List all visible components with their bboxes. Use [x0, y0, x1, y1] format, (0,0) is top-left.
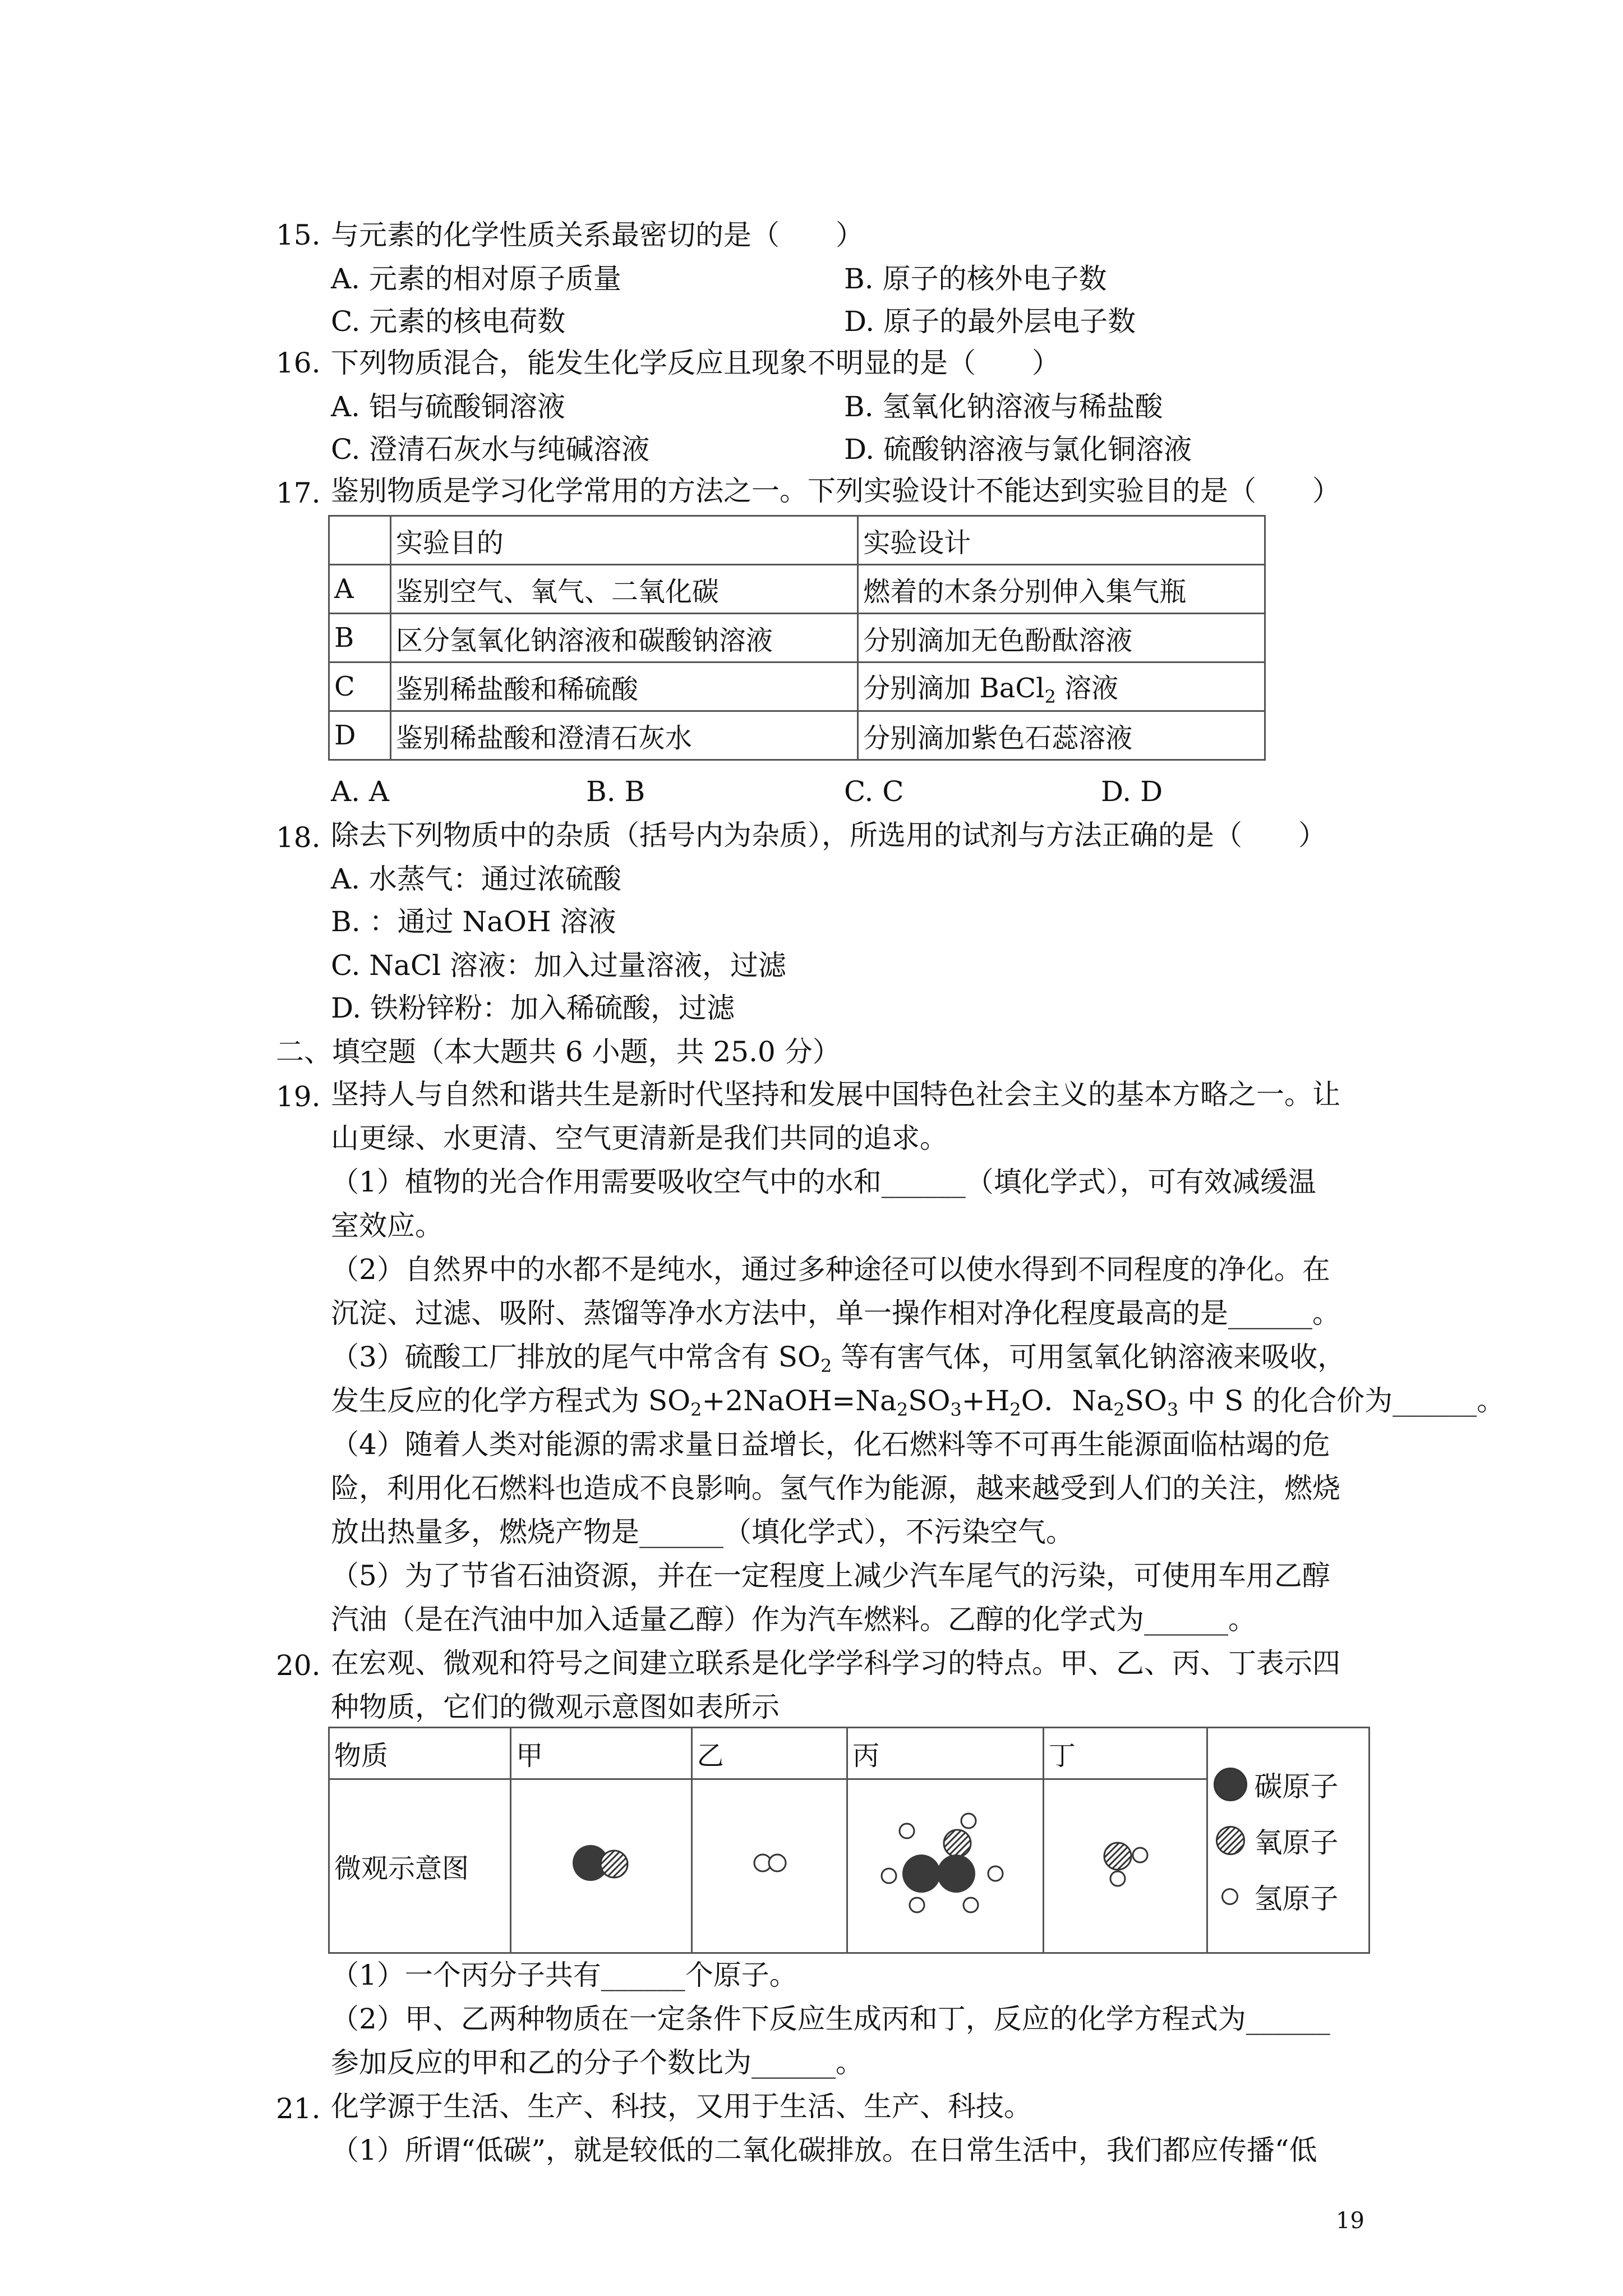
q15-option-c: C. 元素的核电荷数: [331, 305, 566, 338]
q19-line: 山更绿、水更清、空气更清新是我们共同的追求。: [331, 1122, 948, 1154]
text: O．Na: [1021, 1384, 1114, 1417]
design-text: 溶液: [1055, 672, 1119, 704]
text: SO: [1124, 1384, 1167, 1417]
header-substance: 物质: [329, 1728, 511, 1779]
subscript: 2: [1113, 1399, 1125, 1420]
q18-option-a: A. 水蒸气：通过浓硫酸: [331, 863, 621, 895]
q16-stem: 下列物质混合，能发生化学反应且现象不明显的是（ ）: [331, 347, 1060, 379]
q19-part4: （4）随着人类对能源的需求量日益增长，化石燃料等不可再生能源面临枯竭的危: [331, 1428, 1330, 1461]
q19-number: 19.: [276, 1080, 321, 1113]
q21-line: 化学源于生活、生产、科技，又用于生活、生产、科技。: [331, 2090, 1032, 2123]
q20-line: 种物质，它们的微观示意图如表所示: [331, 1691, 780, 1723]
row-design: 分别滴加紫色石蕊溶液: [858, 711, 1265, 760]
text: SO: [908, 1384, 951, 1417]
q17-option-a: A. A: [331, 775, 390, 808]
subscript: 3: [950, 1399, 962, 1420]
q21-number: 21.: [276, 2092, 321, 2125]
q18-number: 18.: [276, 821, 321, 854]
table-header-row: [329, 516, 1265, 565]
legend-carbon: [1214, 1756, 1364, 1812]
header-yi: 乙: [691, 1728, 847, 1779]
row-goal: 鉴别空气、氧气、二氧化碳: [390, 565, 857, 614]
legend-oxygen: [1214, 1812, 1364, 1869]
legend-hydrogen: [1214, 1869, 1364, 1925]
page-number: 19: [1336, 2208, 1364, 2234]
hydrogen-atom-icon: [1221, 1888, 1238, 1905]
q17-option-d: D. D: [1101, 775, 1163, 808]
table-row: [329, 565, 1265, 614]
q16-option-a: A. 铝与硫酸铜溶液: [331, 390, 565, 423]
row-goal: 区分氢氧化钠溶液和碳酸钠溶液: [390, 614, 857, 662]
subscript: 2: [820, 1355, 832, 1377]
header-bing: 丙: [847, 1728, 1044, 1779]
molecule-bing-cell: [847, 1779, 1044, 1953]
q15-stem: 与元素的化学性质关系最密切的是（ ）: [331, 219, 864, 251]
water-molecule-icon: [1086, 1824, 1165, 1902]
text: +H: [961, 1384, 1010, 1417]
q19-part3: [331, 1337, 1345, 1386]
q19-part1: （1）植物的光合作用需要吸收空气中的水和______（填化学式），可有效减缓温: [331, 1166, 1316, 1198]
q20-number: 20.: [276, 1649, 321, 1682]
q17-number: 17.: [276, 477, 321, 509]
text: 等有害气体，可用氢氧化钠溶液来吸收，: [832, 1341, 1346, 1373]
q16-option-b: B. 氢氧化钠溶液与稀盐酸: [844, 390, 1163, 423]
molecule-jia-cell: [511, 1779, 691, 1953]
row-label: 微观示意图: [329, 1779, 511, 1953]
q20-part2: （2）甲、乙两种物质在一定条件下反应生成丙和丁，反应的化学方程式为______: [331, 2003, 1330, 2035]
q20-part2-cont: 参加反应的甲和乙的分子个数比为______。: [331, 2046, 864, 2079]
header-design: 实验设计: [858, 516, 1265, 565]
experiment-table: [328, 515, 1266, 761]
table-cell: [329, 516, 391, 565]
q19-part2: （2）自然界中的水都不是纯水，通过多种途径可以使水得到不同程度的净化。在: [331, 1253, 1330, 1286]
q19-part4-cont: 险，利用化石燃料也造成不良影响。氢气作为能源，越来越受到人们的关注，燃烧: [331, 1472, 1340, 1504]
q19-part3-equation: [331, 1381, 1505, 1429]
row-label: A: [329, 565, 391, 614]
q16-option-c: C. 澄清石灰水与纯碱溶液: [331, 433, 650, 466]
q19-part5: （5）为了节省石油资源，并在一定程度上减少汽车尾气的污染，可使用车用乙醇: [331, 1559, 1330, 1592]
carbon-monoxide-molecule-icon: [559, 1835, 643, 1891]
q17-option-b: B. B: [586, 775, 645, 808]
molecule-ding-cell: [1043, 1779, 1207, 1953]
subscript: 2: [690, 1399, 702, 1420]
table-row: [329, 711, 1265, 760]
ethanol-molecule-icon: [872, 1804, 1018, 1922]
row-label: C: [329, 662, 391, 711]
q18-option-d: D. 铁粉锌粉：加入稀硫酸，过滤: [331, 992, 735, 1024]
legend-hydrogen-label: 氢原子: [1254, 1882, 1339, 1915]
q20-part1: （1）一个丙分子共有______个原子。: [331, 1959, 797, 1991]
q17-stem: 鉴别物质是学习化学常用的方法之一。下列实验设计不能达到实验目的是（ ）: [331, 475, 1340, 507]
q16-number: 16.: [276, 347, 321, 379]
table-row: [329, 662, 1265, 711]
q15-option-b: B. 原子的核外电子数: [844, 263, 1107, 295]
row-design: [858, 662, 1265, 711]
row-label: B: [329, 614, 391, 662]
text: 发生反应的化学方程式为 SO: [331, 1384, 691, 1417]
q15-option-d: D. 原子的最外层电子数: [844, 305, 1136, 338]
q15-option-a: A. 元素的相对原子质量: [331, 263, 621, 295]
legend-carbon-label: 碳原子: [1254, 1770, 1339, 1803]
hydrogen-molecule-icon: [741, 1841, 797, 1885]
q19-part5-cont: 汽油（是在汽油中加入适量乙醇）作为汽车燃料。乙醇的化学式为______。: [331, 1603, 1256, 1636]
text: +2NaOH=Na: [702, 1384, 897, 1417]
carbon-atom-icon: [1214, 1768, 1247, 1801]
q18-option-c: C. NaCl 溶液：加入过量溶液，过滤: [331, 949, 786, 982]
text: （3）硫酸工厂排放的尾气中常含有 SO: [331, 1341, 820, 1373]
subscript: 2: [1044, 685, 1056, 707]
q19-part2-cont: 沉淀、过滤、吸附、蒸馏等净水方法中，单一操作相对净化程度最高的是______。: [331, 1297, 1340, 1329]
molecule-table: [328, 1727, 1370, 1954]
molecule-yi-cell: [691, 1779, 847, 1953]
row-design: 分别滴加无色酚酞溶液: [858, 614, 1265, 662]
section-heading: 二、填空题（本大题共 6 小题，共 25.0 分）: [276, 1036, 841, 1068]
subscript: 2: [896, 1399, 909, 1420]
header-goal: 实验目的: [390, 516, 857, 565]
row-goal: 鉴别稀盐酸和稀硫酸: [390, 662, 857, 711]
q20-line: 在宏观、微观和符号之间建立联系是化学学科学习的特点。甲、乙、丙、丁表示四: [331, 1647, 1340, 1680]
subscript: 3: [1166, 1399, 1179, 1420]
atom-legend: [1207, 1728, 1370, 1953]
q21-part1: （1）所谓“低碳”，就是较低的二氧化碳排放。在日常生活中，我们都应传播“低: [331, 2134, 1317, 2166]
row-goal: 鉴别稀盐酸和澄清石灰水: [390, 711, 857, 760]
q17-option-c: C. C: [844, 775, 904, 808]
oxygen-atom-icon: [1216, 1826, 1245, 1855]
q19-part1-cont: 室效应。: [331, 1209, 443, 1242]
legend-oxygen-label: 氧原子: [1254, 1826, 1339, 1859]
q16-option-d: D. 硫酸钠溶液与氯化铜溶液: [844, 433, 1192, 466]
table-row: [329, 614, 1265, 662]
q18-option-b: B. ：通过 NaOH 溶液: [331, 905, 616, 938]
q15-number: 15.: [276, 219, 321, 251]
table-header-row: [329, 1728, 1370, 1779]
header-jia: 甲: [511, 1728, 691, 1779]
row-design: 燃着的木条分别伸入集气瓶: [858, 565, 1265, 614]
q19-part4-cont: 放出热量多，燃烧产物是______（填化学式），不污染空气。: [331, 1516, 1074, 1548]
header-ding: 丁: [1043, 1728, 1207, 1779]
q19-line: 坚持人与自然和谐共生是新时代坚持和发展中国特色社会主义的基本方略之一。让: [331, 1078, 1340, 1111]
row-label: D: [329, 711, 391, 760]
design-text: 分别滴加 BaCl: [863, 672, 1045, 704]
text: 中 S 的化合价为______。: [1178, 1384, 1505, 1417]
subscript: 2: [1009, 1399, 1021, 1420]
q18-stem: 除去下列物质中的杂质（括号内为杂质），所选用的试剂与方法正确的是（ ）: [331, 819, 1326, 852]
